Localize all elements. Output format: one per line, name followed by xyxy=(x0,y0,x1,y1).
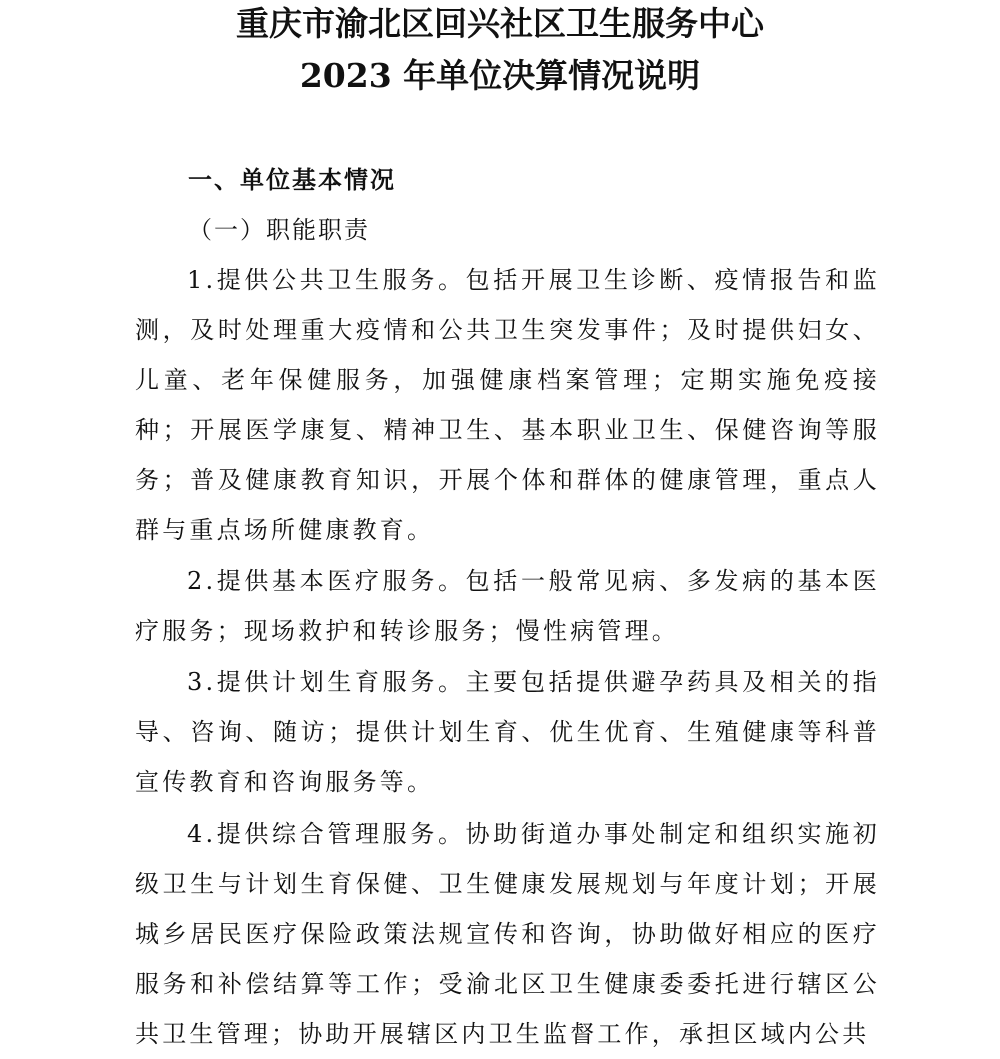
document-title-line-1: 重庆市渝北区回兴社区卫生服务中心 xyxy=(236,4,764,43)
paragraph-basic-medical: 2.提供基本医疗服务。包括一般常见病、多发病的基本医疗服务；现场救护和转诊服务；慢性病管理。 xyxy=(135,567,880,645)
paragraph-family-planning: 3.提供计划生育服务。主要包括提供避孕药具及相关的指导、咨询、随访；提供计划生育、优生优育、生殖健康等科普宣传教育和咨询服务等。 xyxy=(135,668,880,796)
paragraph-public-health: 1.提供公共卫生服务。包括开展卫生诊断、疫情报告和监测，及时处理重大疫情和公共卫生突发事件；及时提供妇女、儿童、老年保健服务，加强健康档案管理；定期实施免疫接种；开展医学康复、精神卫生、基本职业卫生、保健咨询等服务；普及健康教育知识，开展个体和群体的健康管理，重点人群与重点场所健康教育。 xyxy=(135,266,880,544)
subsection-heading-functions: （一）职能职责 xyxy=(188,216,370,244)
section-heading-basic-info: 一、单位基本情况 xyxy=(188,166,396,194)
paragraph-management: 4.提供综合管理服务。协助街道办事处制定和组织实施初级卫生与计划生育保健、卫生健康发展规划与年度计划；开展城乡居民医疗保险政策法规宣传和咨询，协助做好相应的医疗服务和补偿结算等工作；受渝北区卫生健康委委托进行辖区公共卫生管理；协助开展辖区内卫生监督工作，承担区域内公共 xyxy=(135,820,880,1048)
document-title-line-2: 2023 年单位决算情况说明 xyxy=(299,56,701,95)
